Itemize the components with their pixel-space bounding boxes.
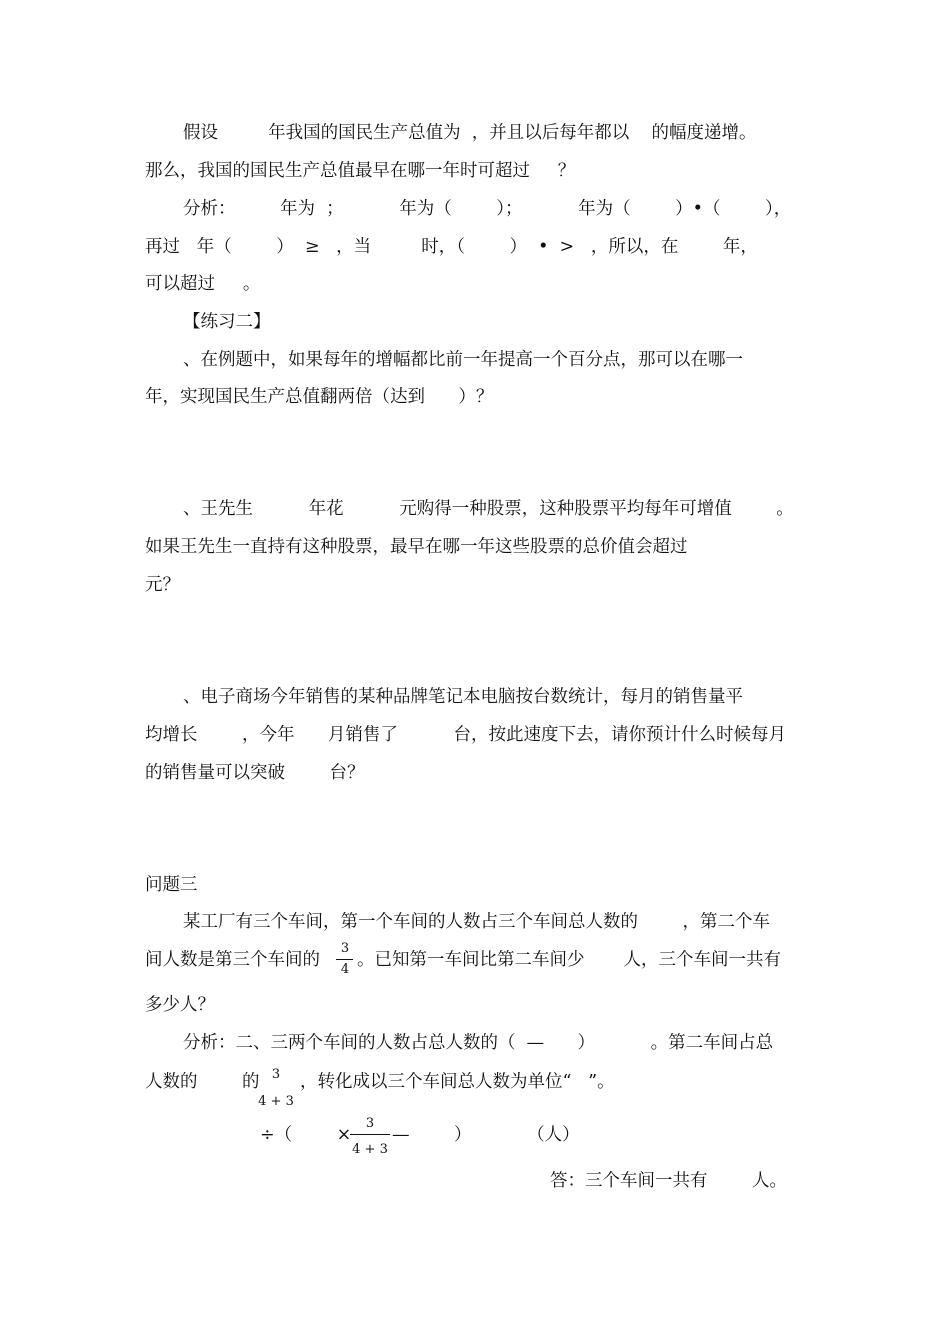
problem2-line2: 那么，我国的国民生产总值最早在哪一年时可超过 ？ (145, 161, 576, 181)
exercise2-q2-line2: 如果王先生一直持有这种股票，最早在哪一年这些股票的总价值会超过 (145, 537, 688, 557)
problem2-analysis-line1: 分析： 年为 ； 年为（ ）； 年为（ ）•（ ）， (183, 199, 792, 219)
problem2-line1: 假设 年我国的国民生产总值为 ，并且以后每年都以 的幅度递增。 (183, 123, 757, 143)
problem3-analysis-line2b: ，转化成以三个车间总人数为单位“ ”。 (300, 1072, 615, 1092)
exercise2-q1-line2: 年，实现国民生产总值翻两倍（达到 ）？ (145, 387, 494, 407)
problem3-heading: 问题三 (145, 875, 198, 895)
fraction-calc-denominator: 4 + 3 (352, 1142, 388, 1157)
fraction-3-4-numerator: 3 (340, 941, 350, 956)
problem3-line1: 某工厂有三个车间，第一个车间的人数占三个车间总人数的 ，第二个车 (183, 912, 770, 932)
problem3-calc-part-b: — ） （人） (392, 1125, 580, 1145)
problem3-line2a: 间人数是第三个车间的 (145, 950, 320, 970)
fraction-calc-numerator: 3 (365, 1116, 375, 1131)
exercise2-q2-line1: 、王先生 年花 元购得一种股票，这种股票平均每年可增值 。 (183, 499, 794, 519)
problem2-analysis-line2: 再过 年（ ） ≥ ，当 时，（ ） • > ，所以，在 年， (145, 237, 758, 257)
fraction-3-over-4plus3-denominator: 4 + 3 (258, 1094, 294, 1109)
problem3-analysis-line1: 分析：二、三两个车间的人数占总人数的（ — ） 。第二车间占总 (183, 1033, 774, 1053)
problem3-line3: 多少人？ (145, 995, 215, 1015)
problem2-analysis-line3: 可以超过 。 (145, 274, 261, 294)
exercise2-q3-line1: 、电子商场今年销售的某种品牌笔记本电脑按台数统计，每月的销售量平 (183, 687, 743, 707)
problem3-line2b: 。已知第一车间比第二车间少 人，三个车间一共有 (357, 950, 781, 970)
fraction-3-over-4plus3-numerator: 3 (271, 1067, 281, 1082)
exercise2-q1-line1: 、在例题中，如果每年的增幅都比前一年提高一个百分点，那可以在哪一 (183, 350, 743, 370)
problem3-answer: 答：三个车间一共有 人。 (550, 1171, 788, 1191)
fraction-3-4-denominator: 4 (340, 962, 350, 977)
problem3-analysis-line2a: 人数的 的 (145, 1072, 260, 1092)
exercise2-q3-line3: 的销售量可以突破 台？ (145, 763, 365, 783)
problem3-calc-part-a: ÷（ × (260, 1125, 352, 1145)
fraction-3-4-bar (336, 959, 353, 960)
fraction-calc-bar (350, 1134, 390, 1135)
exercise2-q3-line2: 均增长 ，今年 月销售了 台，按此速度下去，请你预计什么时候每月 (145, 725, 787, 745)
exercise2-heading: 【练习二】 (183, 312, 271, 332)
exercise2-q2-line3: 元？ (145, 575, 180, 595)
